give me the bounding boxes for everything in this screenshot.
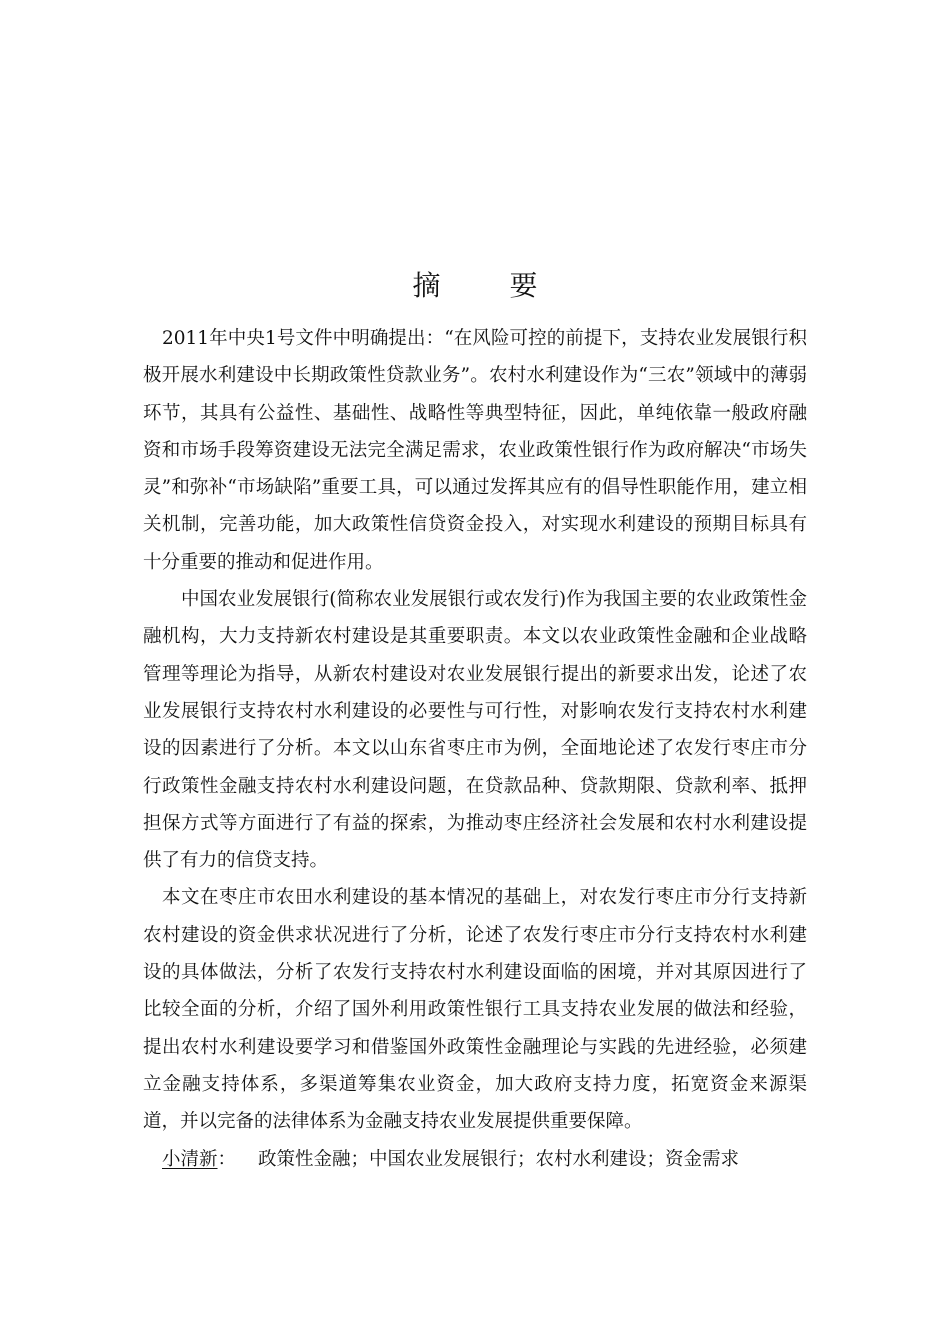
- abstract-paragraph-2: 中国农业发展银行(简称农业发展银行或农发行)作为我国主要的农业政策性金融机构，大力支持新农村建设是其重要职责。本文以农业政策性金融和企业战略管理等理论为指导，从新农村建设对农业发展银行提出的新要求出发，论述了农业发展银行支持农村水利建设的必要性与可行性，对影响农发行支持农村水利建设的因素进行了分析。本文以山东省枣庄市为例，全面地论述了农发行枣庄市分行政策性金融支持农村水利建设问题，在贷款品种、贷款期限、贷款利率、抵押担保方式等方面进行了有益的探索，为推动枣庄经济社会发展和农村水利建设提供了有力的信贷支持。: [143, 589, 807, 872]
- page-title: 摘 要: [412, 269, 568, 302]
- keywords-colon: ：: [217, 1148, 237, 1170]
- keywords-value: 政策性金融；中国农业发展银行；农村水利建设；资金需求: [258, 1148, 740, 1170]
- keywords-line: [143, 1141, 807, 1178]
- abstract-body: [143, 320, 807, 1178]
- abstract-paragraph-1: 2011年中央1号文件中明确提出：“在风险可控的前提下，支持农业发展银行积极开展水利建设中长期政策性贷款业务”。农村水利建设作为“三农”领域中的薄弱环节，其具有公益性、基础性、战略性等典型特征，因此，单纯依靠一般政府融资和市场手段筹资建设无法完全满足需求，农业政策性银行作为政府解决“市场失灵”和弥补“市场缺陷”重要工具，可以通过发挥其应有的倡导性职能作用，建立相关机制，完善功能，加大政策性信贷资金投入，对实现水利建设的预期目标具有十分重要的推动和促进作用。: [143, 328, 807, 573]
- abstract-paragraph-3: 本文在枣庄市农田水利建设的基本情况的基础上，对农发行枣庄市分行支持新农村建设的资金供求状况进行了分析，论述了农发行枣庄市分行支持农村水利建设的具体做法，分析了农发行支持农村水利建设面临的困境，并对其原因进行了比较全面的分析，介绍了国外利用政策性银行工具支持农业发展的做法和经验，提出农村水利建设要学习和借鉴国外政策性金融理论与实践的先进经验，必须建立金融支持体系，多渠道筹集农业资金，加大政府支持力度，拓宽资金来源渠道，并以完备的法律体系为金融支持农业发展提供重要保障。: [143, 887, 807, 1133]
- keywords-label: 小清新: [162, 1148, 218, 1170]
